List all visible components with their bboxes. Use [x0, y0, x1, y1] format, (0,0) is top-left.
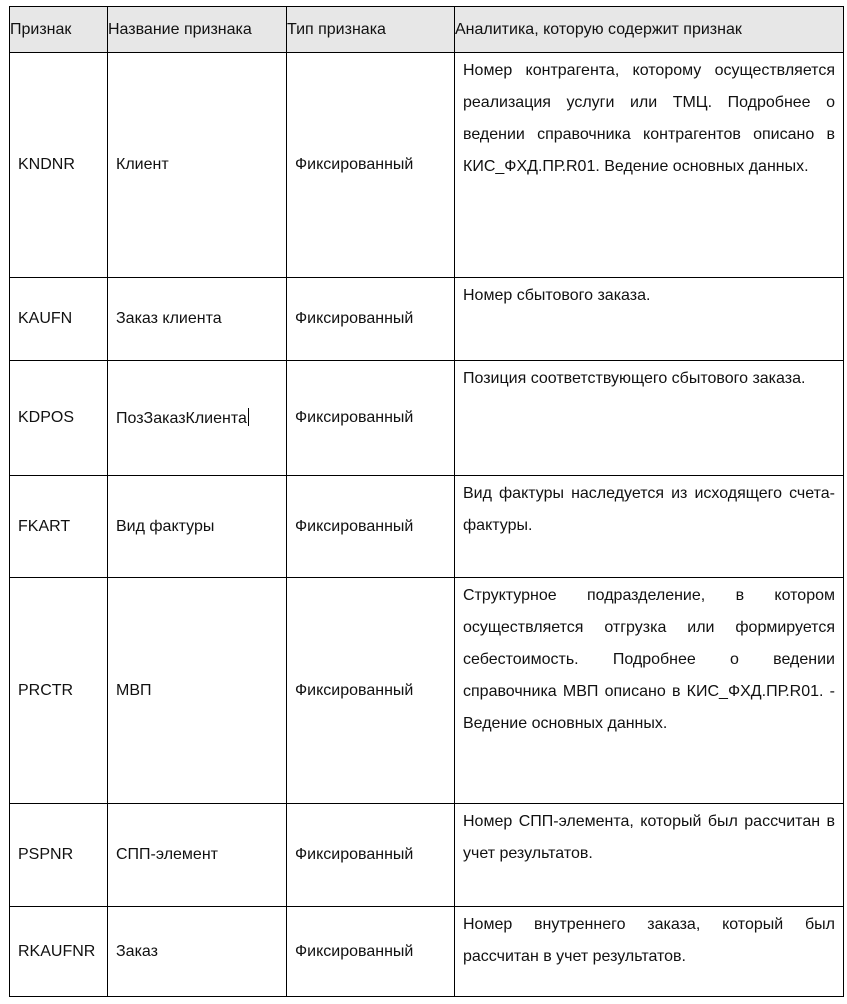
- attribute-name: МВП: [108, 578, 287, 804]
- attribute-name: ПозЗаказКлиента: [116, 410, 247, 427]
- attribute-description: Номер СПП-элемента, который был рассчитан в учет результатов.: [455, 804, 844, 907]
- attribute-name: Вид фактуры: [108, 476, 287, 578]
- attribute-name-cell[interactable]: [108, 361, 287, 476]
- header-attribute-type: Тип признака: [287, 7, 455, 53]
- table-row: [10, 476, 844, 578]
- attribute-code: FKART: [10, 476, 108, 578]
- header-attribute-name: Название признака: [108, 7, 287, 53]
- attribute-description: Позиция соответствующего сбытового заказа.: [455, 361, 844, 476]
- attribute-description: Номер сбытового заказа.: [455, 278, 844, 361]
- attribute-type: Фиксированный: [287, 361, 455, 476]
- attribute-code: KAUFN: [10, 278, 108, 361]
- attribute-name: Заказ: [108, 907, 287, 997]
- table-header-row: [10, 7, 844, 53]
- attribute-code: PSPNR: [10, 804, 108, 907]
- attribute-type: Фиксированный: [287, 578, 455, 804]
- attribute-type: Фиксированный: [287, 804, 455, 907]
- attributes-table: [9, 6, 844, 997]
- attribute-name: Клиент: [108, 53, 287, 278]
- attribute-code: RKAUFNR: [10, 907, 108, 997]
- attribute-type: Фиксированный: [287, 278, 455, 361]
- header-analytics: Аналитика, которую содержит признак: [455, 7, 844, 53]
- table-row: [10, 361, 844, 476]
- header-attribute: Признак: [10, 7, 108, 53]
- attribute-type: Фиксированный: [287, 907, 455, 997]
- attribute-type: Фиксированный: [287, 476, 455, 578]
- attribute-name: Заказ клиента: [108, 278, 287, 361]
- attribute-description: Структурное подразделение, в котором осуществляется отгрузка или формируется себестоимость. Подробнее о ведении справочника МВП описано в КИС_ФХД.ПР.R01. - Ведение основных данных.: [455, 578, 844, 804]
- table-row: [10, 278, 844, 361]
- table-row: [10, 907, 844, 997]
- attribute-type: Фиксированный: [287, 53, 455, 278]
- table-row: [10, 53, 844, 278]
- table-row: [10, 804, 844, 907]
- attribute-code: KDPOS: [10, 361, 108, 476]
- attribute-description: Номер внутреннего заказа, который был рассчитан в учет результатов.: [455, 907, 844, 997]
- attribute-code: PRCTR: [10, 578, 108, 804]
- attribute-name: СПП-элемент: [108, 804, 287, 907]
- table-row: [10, 578, 844, 804]
- attribute-code: KNDNR: [10, 53, 108, 278]
- text-cursor: [248, 408, 249, 426]
- attribute-description: Вид фактуры наследуется из исходящего счета-фактуры.: [455, 476, 844, 578]
- attribute-description: Номер контрагента, которому осуществляется реализация услуги или ТМЦ. Подробнее о ведении справочника контрагентов описано в КИС_ФХД.ПР.R01. Ведение основных данных.: [455, 53, 844, 278]
